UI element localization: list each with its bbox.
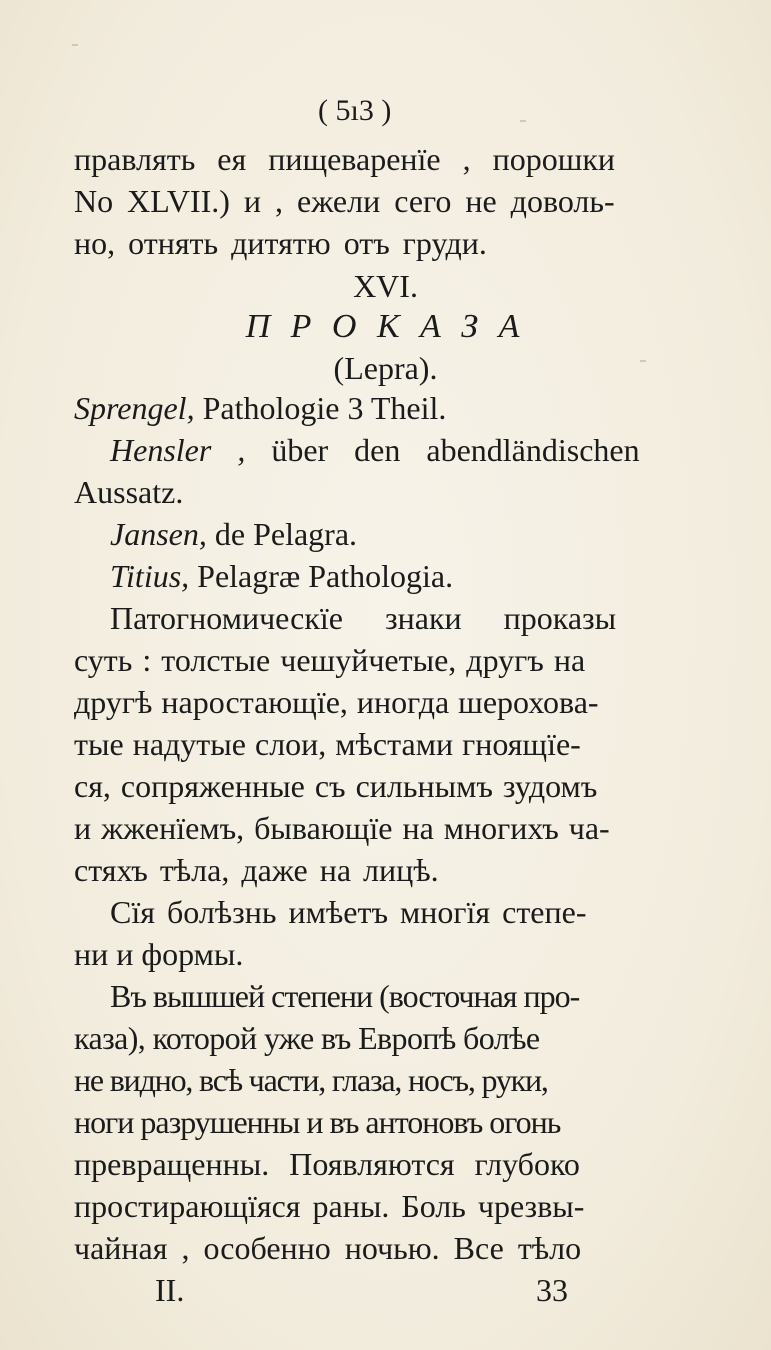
text-line: No XLVII.) и , ежели сего не доволь- — [74, 183, 615, 219]
text-line: не видно, всѣ части, глаза, носъ, руки, — [74, 1062, 548, 1098]
text-line: чайная , особенно ночью. Все тѣло — [74, 1230, 582, 1266]
text-line: и жженїемъ, бывающїе на многихъ ча- — [74, 810, 610, 846]
text-line: но, отнять дитятю отъ груди. — [74, 225, 487, 261]
reference — [110, 518, 357, 550]
text-line: ся, сопряженные съ сильнымъ зудомъ — [74, 768, 598, 804]
text-line: простирающїяся раны. Боль чрезвы- — [74, 1188, 585, 1224]
print-speck — [520, 120, 526, 122]
print-speck — [72, 44, 78, 46]
text-line: Въ вышшей степени (восточная про- — [110, 978, 580, 1014]
text-line: другѣ наростающїе, иногда шерохова- — [74, 684, 599, 720]
text-line: превращенны. Появляются глубоко — [74, 1146, 580, 1182]
volume-number: II. — [155, 1272, 185, 1308]
reference-work: über den abendländischen — [271, 432, 640, 468]
text-line: суть : толстые чешуйчетые, другъ на — [74, 642, 586, 678]
reference-continuation: Aussatz. — [74, 474, 184, 510]
reference — [110, 560, 453, 592]
text-line: правлять ея пищеваренїе , порошки — [74, 141, 616, 177]
text-line: ни и формы. — [74, 936, 244, 972]
section-number: XVI. — [353, 268, 418, 304]
text-line: ноги разрушенны и въ антоновъ огонь — [74, 1104, 561, 1140]
reference-author: Sprengel, — [74, 390, 195, 426]
text-line: стяхъ тѣла, даже на лицѣ. — [74, 852, 439, 888]
section-latin-title: (Lepra). — [333, 350, 438, 386]
reference-work: de Pelagra. — [214, 516, 358, 552]
text-line: Патогномическїе знаки проказы — [110, 600, 617, 636]
reference-work: Pathologie 3 Theil. — [202, 390, 447, 426]
reference — [110, 434, 640, 466]
text-line: Сїя болѣзнь имѣетъ многїя степе- — [110, 894, 587, 930]
reference-author: Jansen, — [110, 516, 207, 552]
text-line: тые надутые слои, мѣстами гноящїе- — [74, 726, 581, 762]
reference-author: Hensler , — [110, 432, 246, 468]
reference-author: Titius, — [110, 558, 190, 594]
section-title: П Р О К А З А — [245, 308, 526, 345]
page-number: ( 5ı3 ) — [318, 94, 392, 127]
text-line: каза), которой уже въ Европѣ болѣе — [74, 1020, 540, 1056]
signature-mark: 33 — [536, 1272, 568, 1308]
reference-work: Pelagræ Pathologia. — [197, 558, 454, 594]
print-speck — [640, 360, 646, 362]
reference — [74, 392, 446, 424]
